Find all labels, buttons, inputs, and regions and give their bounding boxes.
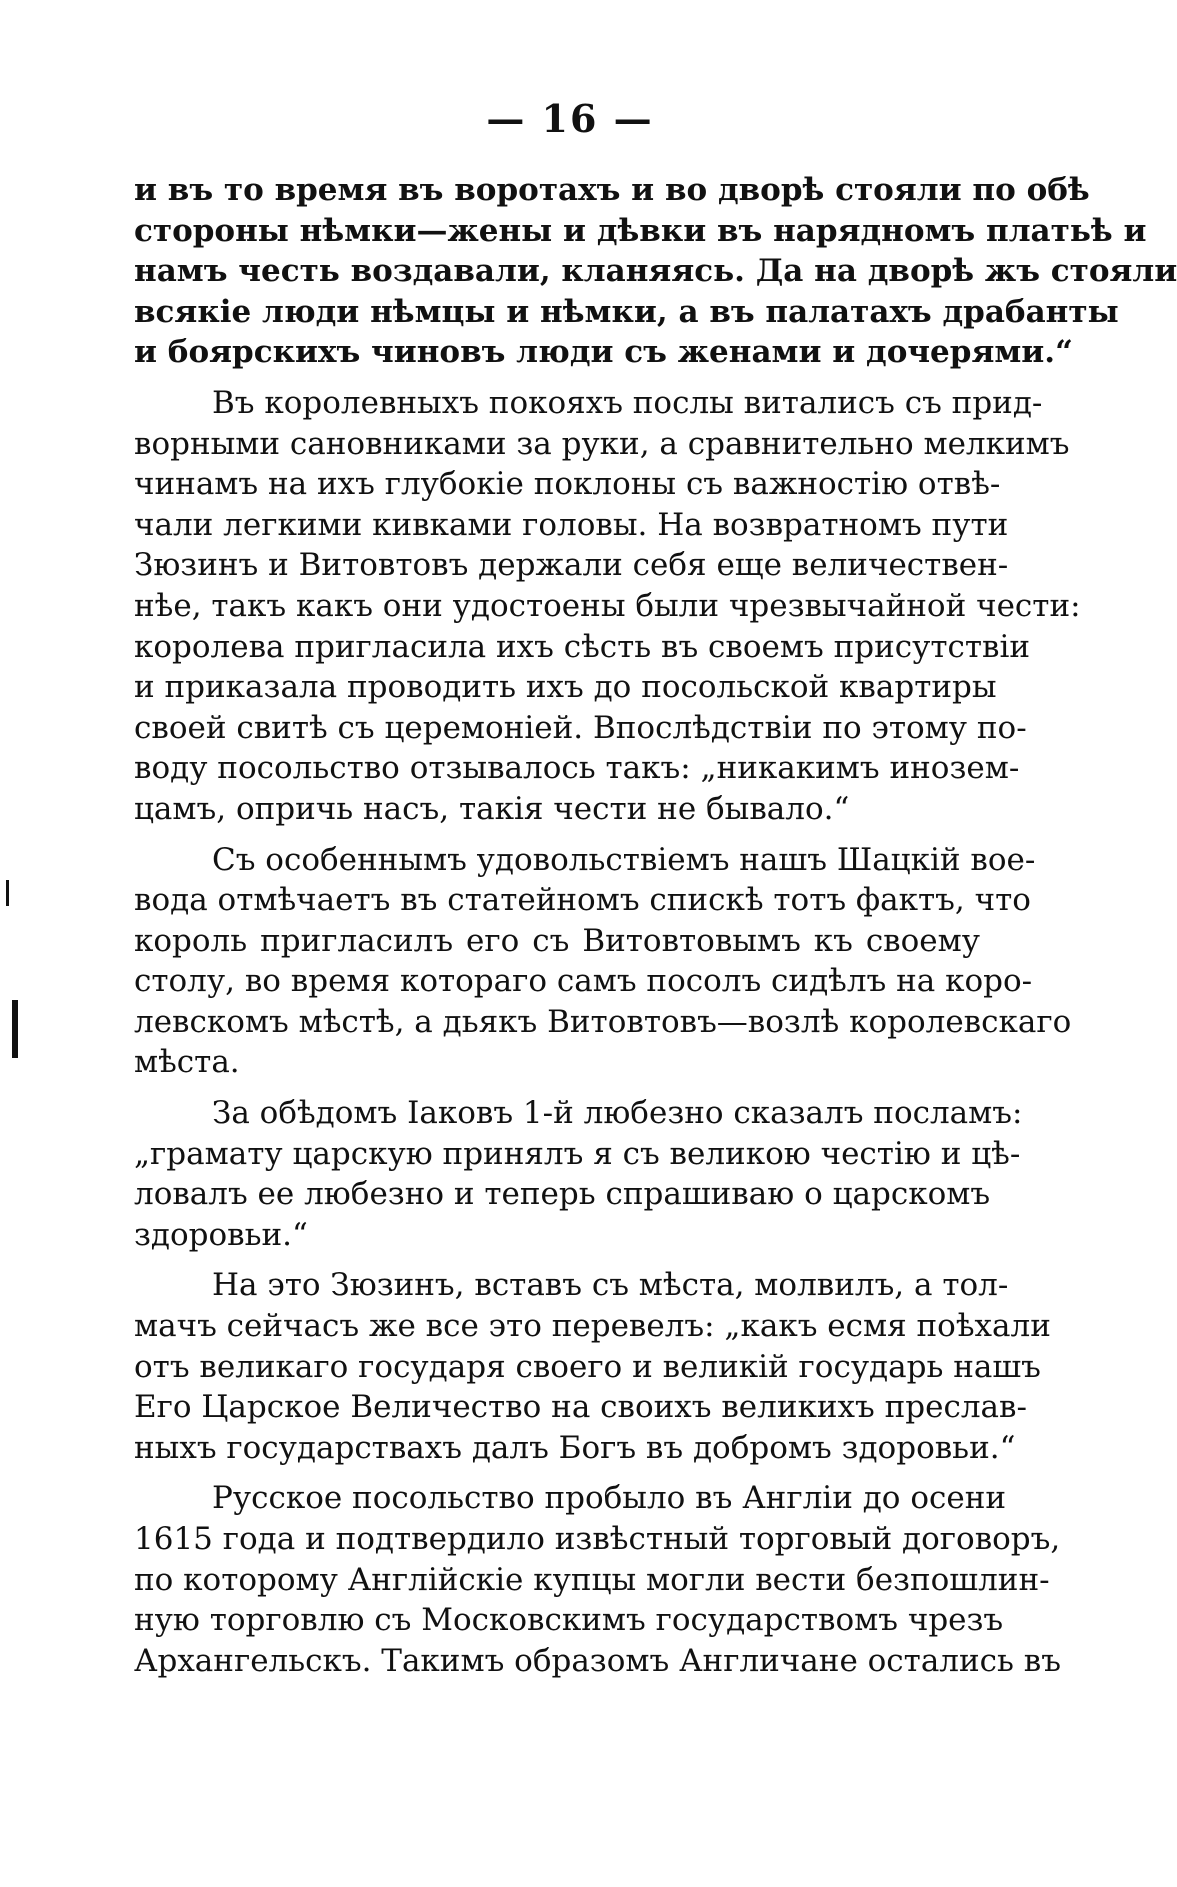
text-line: королева пригласила ихъ сѣсть въ своемъ присутствіи <box>134 628 1031 665</box>
body-text <box>134 170 1177 1681</box>
text-line: „грамату царскую принялъ я съ великою честію и цѣ- <box>134 1135 1021 1172</box>
text-line: ную торговлю съ Московскимъ государствомъ чрезъ <box>134 1602 1004 1639</box>
text-line: За обѣдомъ Іаковъ 1-й любезно сказалъ посламъ: <box>212 1095 1023 1132</box>
text-line: цамъ, опричь насъ, такія чести не бывало.“ <box>134 790 850 827</box>
text-line: ворными сановниками за руки, а сравнительно мелкимъ <box>134 425 1070 462</box>
text-line: Зюзинъ и Витовтовъ держали себя еще величествен- <box>134 547 1009 584</box>
text-line: Его Царское Величество на своихъ великихъ преслав- <box>134 1389 1027 1426</box>
text-line: столу, во время котораго самъ посолъ сидѣлъ на коро- <box>134 963 1033 1000</box>
text-line: и приказала проводить ихъ до посольской квартиры <box>134 669 997 706</box>
text-line: левскомъ мѣстѣ, а дьякъ Витовтовъ—возлѣ королевскаго <box>134 1003 1072 1040</box>
text-line: отъ великаго государя своего и великій государь нашъ <box>134 1348 1041 1385</box>
page-number: — 16 — <box>486 96 654 141</box>
text-line: и боярскихъ чиновъ люди съ женами и дочерями.“ <box>134 334 1073 371</box>
text-line: король пригласилъ его съ Витовтовымъ къ своему <box>134 922 980 959</box>
text-line: всякіе люди нѣмцы и нѣмки, а въ палатахъ драбанты <box>134 293 1119 330</box>
text-line: мѣста. <box>134 1044 240 1081</box>
text-line: Въ королевныхъ покояхъ послы виталисъ съ прид- <box>212 384 1043 421</box>
scan-mark <box>12 1000 18 1058</box>
text-line: и въ то время въ воротахъ и во дворѣ стояли по обѣ <box>134 172 1090 208</box>
text-line: Архангельскъ. Такимъ образомъ Англичане остались въ <box>134 1642 1061 1679</box>
text-line: вода отмѣчаетъ въ статейномъ спискѣ тотъ фактъ, что <box>134 882 1031 919</box>
text-line: ловалъ ее любезно и теперь спрашиваю о царскомъ <box>134 1176 991 1213</box>
text-line: по которому Англійскіе купцы могли вести безпошлин- <box>134 1561 1050 1598</box>
text-line: Съ особеннымъ удовольствіемъ нашъ Шацкій вое- <box>212 841 1036 878</box>
text-line: чинамъ на ихъ глубокіе поклоны съ важностію отвѣ- <box>134 466 1001 503</box>
text-line: Русское посольство пробыло въ Англіи до осени <box>212 1480 1007 1517</box>
text-line: нѣе, такъ какъ они удостоены были чрезвычайной чести: <box>134 587 1081 624</box>
text-line: намъ честь воздавали, кланяясь. Да на дворѣ жъ стояли <box>134 253 1177 290</box>
text-line: воду посольство отзывалось такъ: „никакимъ инозем- <box>134 750 1020 787</box>
text-line: своей свитѣ съ церемоніей. Впослѣдствіи по этому по- <box>134 709 1027 746</box>
text-line: На это Зюзинъ, вставъ съ мѣста, молвилъ, а тол- <box>212 1267 1009 1304</box>
text-line: здоровьи.“ <box>134 1216 308 1253</box>
text-line: 1615 года и подтвердило извѣстный торговый договоръ, <box>134 1521 1061 1557</box>
text-line: ныхъ государствахъ далъ Богъ въ добромъ здоровьи.“ <box>134 1429 1016 1466</box>
text-line: стороны нѣмки—жены и дѣвки въ нарядномъ платьѣ и <box>134 212 1147 249</box>
text-line: мачъ сейчасъ же все это перевелъ: „какъ есмя поѣхали <box>134 1308 1051 1345</box>
scan-mark <box>6 880 9 906</box>
text-line: чали легкими кивками головы. На возвратномъ пути <box>134 506 1009 543</box>
